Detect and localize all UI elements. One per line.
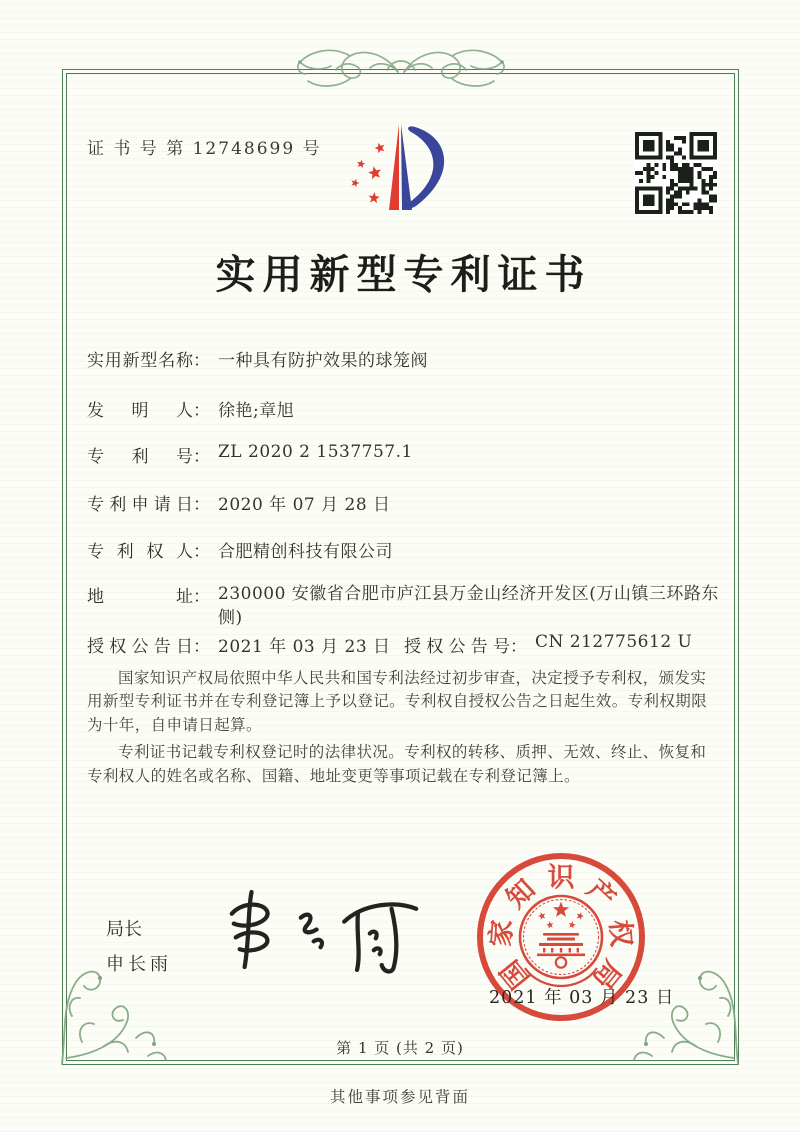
field-row-inventor: [87, 396, 294, 421]
field-value: CN 212775612 U: [535, 632, 693, 652]
signer-title: 局长: [106, 919, 142, 940]
field-label: 实用新型名称: [87, 351, 193, 371]
field-value: 一种具有防护效果的球笼阀: [218, 351, 428, 371]
qr-code: [634, 131, 718, 215]
legal-notice: [87, 667, 713, 788]
signer-name: 申长雨: [106, 954, 172, 975]
field-colon: ：: [193, 542, 210, 562]
field-row-patentee: [87, 537, 393, 562]
field-colon: ：: [193, 637, 210, 657]
field-label: 授权公告日: [87, 637, 193, 657]
seal-char: 产: [580, 873, 622, 915]
back-note: 其他事项参见背面: [329, 1088, 470, 1106]
notice-paragraph-2: 专利证书记载专利权登记时的法律状况。专利权的转移、质押、无效、终止、恢复和专利权人的姓名或名称、国籍、地址变更等事项记载在专利登记簿上。: [87, 743, 707, 785]
field-colon: ：: [193, 447, 210, 467]
field-colon: ：: [193, 351, 210, 371]
field-value: 合肥精创科技有限公司: [218, 542, 393, 562]
certificate-number: 证 书 号 第 12748699 号: [87, 139, 322, 159]
field-row-filing-date: [87, 490, 391, 515]
field-label: 授权公告号: [404, 637, 510, 657]
seal-char: 权: [603, 918, 637, 948]
field-label: 发明人: [87, 401, 193, 421]
field-row-name: [87, 346, 428, 371]
seal-char: 局: [586, 953, 628, 995]
field-colon: ：: [193, 495, 210, 515]
notice-paragraph-1: 国家知识产权局依照中华人民共和国专利法经过初步审查，决定授予专利权，颁发实用新型专利证书并在专利登记簿上予以登记。专利权自授权公告之日起生效。专利权期限为十年，自申请日起算。: [87, 669, 708, 734]
field-value: 2020 年 07 月 28 日: [218, 495, 391, 515]
seal-char: 识: [547, 862, 575, 894]
field-value: 2021 年 03 月 23 日: [218, 637, 391, 657]
field-row-grant-date: [87, 632, 391, 657]
seal-char: 家: [485, 918, 519, 948]
field-row-patent-number: [87, 442, 413, 467]
cnipa-logo: [345, 110, 460, 215]
field-value: ZL 2020 2 1537757.1: [218, 442, 413, 462]
field-colon: ：: [510, 637, 527, 657]
field-label: 专利号: [87, 447, 193, 467]
field-label: 专利权人: [87, 542, 193, 562]
page-title: 实用新型专利证书: [215, 251, 592, 298]
seal-char: 国: [494, 953, 536, 995]
page-number: 第 1 页 (共 2 页): [336, 1039, 464, 1057]
seal-date: 2021 年 03 月 23 日: [489, 988, 675, 1008]
field-label: 地址: [87, 587, 193, 607]
field-row-address: [87, 582, 723, 630]
field-label: 专利申请日: [87, 495, 193, 515]
field-row-grant-number: [404, 632, 692, 657]
field-value: 徐艳;章旭: [218, 401, 295, 421]
seal-char: 知: [500, 873, 542, 915]
field-value: 230000 安徽省合肥市庐江县万金山经济开发区(万山镇三环路东侧): [218, 584, 719, 628]
director-signature: [218, 878, 430, 982]
field-colon: ：: [193, 401, 210, 421]
field-colon: ：: [193, 587, 210, 607]
